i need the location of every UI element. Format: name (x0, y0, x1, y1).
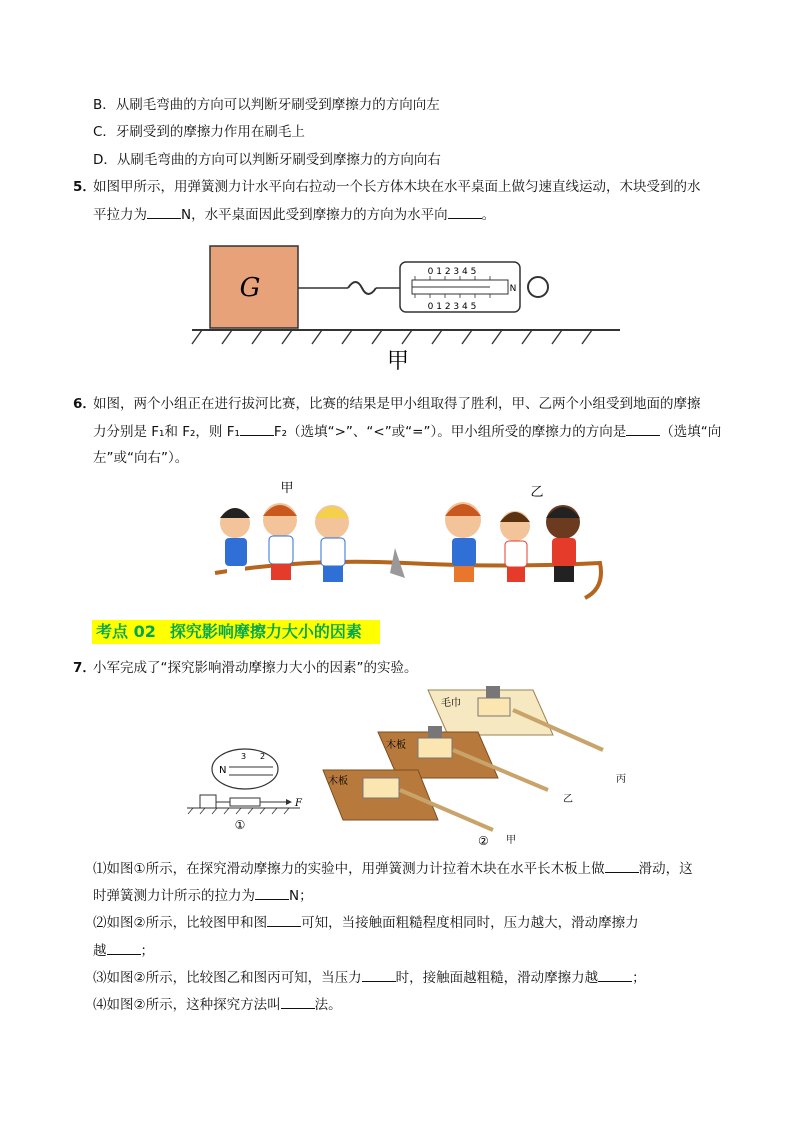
q7-sub4: ⑷如图②所示，这种探究方法叫 法。 (93, 994, 342, 1015)
figure-caption: 甲 (386, 349, 410, 374)
q7-sub1-line2: 时弹簧测力计所示的拉力为 N； (93, 885, 313, 906)
zoom-tick-3: 3 (241, 752, 247, 761)
question-5-number: 5． (73, 179, 96, 195)
answer-blank[interactable] (626, 421, 660, 436)
answer-blank[interactable] (605, 858, 639, 873)
q7-sub3: ⑶如图②所示，比较图乙和图丙可知，当压力 时，接触面越粗糙，滑动摩擦力越 ； (93, 967, 646, 988)
question-6-line1: 如图，两个小组正在进行拔河比赛，比赛的结果是甲小组取得了胜利，甲、乙两个小组受到地面的摩擦 (93, 396, 701, 412)
question-6-line2: 力分别是 F₁和 F₂，则 F₁ F₂（选填“>”、“<”或“=”）。甲小组所受的摩擦力的方向是 （选填“向 (93, 421, 721, 442)
answer-blank[interactable] (147, 204, 181, 219)
figure-setup-2 (318, 680, 633, 848)
section-header: 考点 02 探究影响摩擦力大小的因素 (92, 620, 380, 644)
option-d: D．从刷毛弯曲的方向可以判断牙刷受到摩擦力的方向向右 (93, 152, 441, 168)
tag-yi: 乙 (563, 794, 573, 805)
question-5-line1: 如图甲所示，用弹簧测力计水平向右拉动一个长方体木块在水平桌面上做匀速直线运动，木块受到的水 (93, 179, 701, 195)
figure-spring-scale-block (190, 240, 630, 390)
q7-sub2-line2: 越 ； (93, 940, 154, 961)
answer-blank[interactable] (281, 994, 315, 1009)
figure-2-label: ② (478, 834, 489, 848)
answer-blank[interactable] (240, 421, 274, 436)
block-label: G (239, 273, 261, 303)
tag-jia: 甲 (506, 835, 516, 846)
question-7-number: 7． (73, 660, 96, 676)
question-7-line1: 小军完成了“探究影响滑动摩擦力大小的因素”的实验。 (93, 660, 418, 676)
answer-blank[interactable] (255, 885, 289, 900)
board-label-wood-mid: 木板 (386, 740, 406, 751)
board-label-wood-bottom: 木板 (328, 776, 348, 787)
hook-icon (348, 282, 376, 294)
team-label-yi: 乙 (530, 485, 544, 500)
force-label: F (295, 798, 302, 809)
figure-tug-of-war (205, 478, 605, 608)
scale-unit: N (509, 284, 517, 294)
question-5-line2: 平拉力为 N，水平桌面因此受到摩擦力的方向为水平向 。 (93, 204, 495, 225)
zoom-unit: N (219, 765, 227, 776)
answer-blank[interactable] (267, 912, 301, 927)
question-6-line3: 左”或“向右”）。 (93, 450, 189, 466)
option-c: C．牙刷受到的摩擦力作用在刷毛上 (93, 124, 305, 140)
board-label-towel: 毛巾 (441, 698, 461, 709)
team-jia-kids (220, 503, 349, 582)
ring-icon (528, 277, 548, 297)
answer-blank[interactable] (448, 204, 482, 219)
scale-bottom-numbers: 0 1 2 3 4 5 (427, 302, 477, 312)
team-yi-kids (445, 502, 580, 582)
figure-1-label: ① (234, 818, 246, 832)
option-b: B．从刷毛弯曲的方向可以判断牙刷受到摩擦力的方向向左 (93, 97, 440, 113)
figure-setup-1 (185, 745, 315, 835)
tag-bing: 丙 (616, 774, 626, 785)
q7-sub1-line1: ⑴如图①所示，在探究滑动摩擦力的实验中，用弹簧测力计拉着木块在水平长木板上做 滑动，这 (93, 858, 693, 879)
answer-blank[interactable] (598, 967, 632, 982)
answer-blank[interactable] (362, 967, 396, 982)
answer-blank[interactable] (107, 940, 141, 955)
question-6-number: 6． (73, 396, 96, 412)
team-label-jia: 甲 (280, 481, 294, 496)
zoom-tick-2: 2 (260, 752, 266, 761)
scale-top-numbers: 0 1 2 3 4 5 (427, 267, 477, 277)
q7-sub2-line1: ⑵如图②所示，比较图甲和图 可知，当接触面粗糙程度相同时，压力越大，滑动摩擦力 (93, 912, 639, 933)
